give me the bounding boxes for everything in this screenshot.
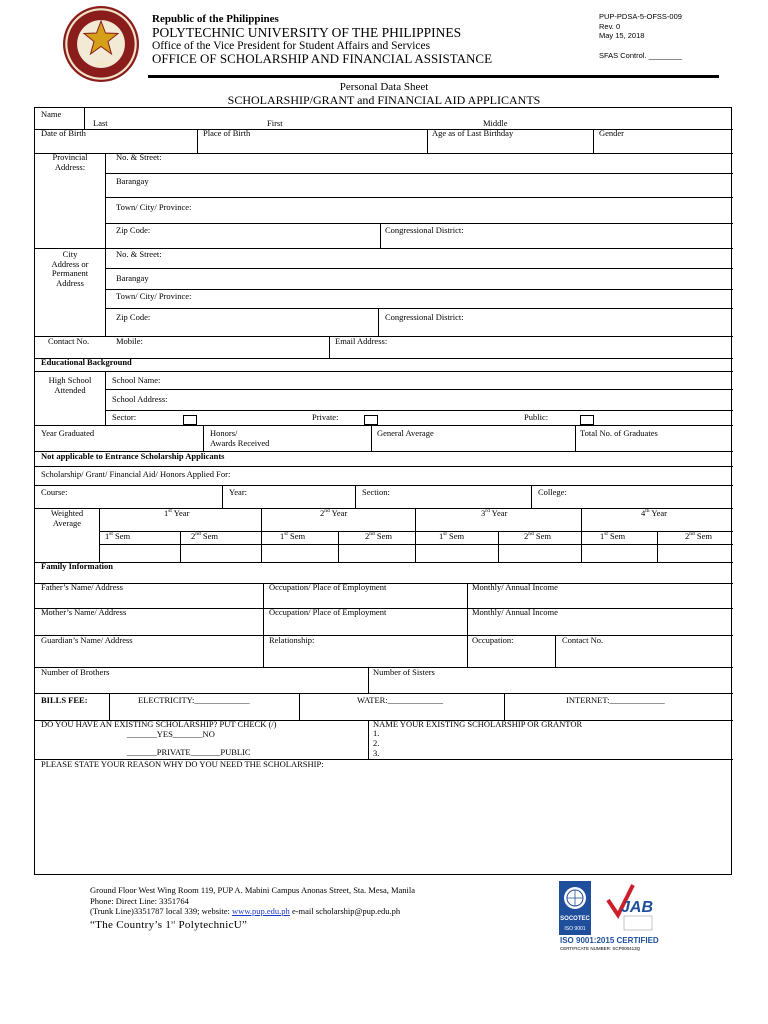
yes-no-field[interactable]: _______YES_______NO (127, 729, 215, 739)
y3-sem2: 2nd Sem (524, 531, 551, 541)
document-info (599, 12, 682, 41)
existing-item-2[interactable]: 2. (373, 738, 380, 748)
office-name: OFFICE OF SCHOLARSHIP AND FINANCIAL ASSISTANCE (152, 51, 493, 66)
brothers-label: Number of Brothers (41, 667, 110, 677)
mother-label: Mother’s Name/ Address (41, 607, 127, 617)
header-divider (148, 75, 719, 78)
university-logo (63, 6, 139, 82)
internet-field[interactable]: INTERNET:_____________ (566, 695, 665, 705)
personal-data-sheet-form (34, 107, 732, 875)
y1-sem2: 2nd Sem (191, 531, 218, 541)
high-school-label: High School Attended (48, 375, 92, 395)
honors-label: Honors/ Awards Received (210, 428, 270, 448)
y2-sem2: 2nd Sem (365, 531, 392, 541)
jab-label: JAB (621, 899, 654, 916)
educational-background-heading: Educational Background (41, 357, 132, 367)
sfas-control-field[interactable]: SFAS Control. ________ (599, 51, 682, 60)
guardian-label: Guardian’s Name/ Address (41, 635, 133, 645)
footer-phone-line: Phone: Direct Line: 3351764 (90, 895, 189, 906)
pob-label: Place of Birth (203, 128, 251, 138)
logo-year: 1904 (94, 62, 108, 68)
father-income-label: Monthly/ Annual Income (472, 582, 558, 592)
prov-street-label: No. & Street: (116, 152, 162, 162)
footer-address (90, 885, 415, 917)
socotec-label: SOCOTEC (560, 916, 590, 922)
electricity-field[interactable]: ELECTRICITY:_____________ (138, 695, 250, 705)
form-title: SCHOLARSHIP/GRANT and FINANCIAL AID APPLICANTS (227, 93, 541, 107)
private-checkbox[interactable] (364, 415, 378, 425)
certificate-number: CERTIFICATE NUMBER: SCP000413Q (560, 946, 641, 951)
iso-certified-label: ISO 9001:2015 CERTIFIED (560, 936, 659, 945)
relationship-label: Relationship: (269, 635, 315, 645)
doc-revision: Rev. 0 (599, 21, 621, 31)
bills-fee-label: BILLS FEE: (41, 695, 88, 705)
y3-sem1: 1st Sem (439, 531, 465, 541)
iso-small-label: ISO 9001 (564, 926, 586, 932)
applied-for-label: Scholarship/ Grant/ Financial Aid/ Honors Applied For: (41, 469, 231, 479)
reason-textarea[interactable] (39, 772, 729, 872)
course-label: Course: (41, 487, 68, 497)
not-applicable-heading: Not applicable to Entrance Scholarship Applicants (41, 451, 225, 461)
school-address-label: School Address: (112, 394, 168, 404)
prov-town-label: Town/ City/ Province: (116, 202, 192, 212)
private-label: Private: (312, 412, 339, 422)
existing-item-1[interactable]: 1. (373, 728, 380, 738)
city-street-label: No. & Street: (116, 249, 162, 259)
doc-code: PUP-PDSA-5-OFSS-009 (599, 12, 682, 21)
website-link[interactable]: www.pup.edu.ph (232, 906, 290, 916)
mother-income-label: Monthly/ Annual Income (472, 607, 558, 617)
general-average-label: General Average (377, 428, 434, 438)
year-2-header: 2nd Year (320, 508, 348, 518)
sisters-label: Number of Sisters (373, 667, 435, 677)
mother-occupation-label: Occupation/ Place of Employment (269, 607, 387, 617)
guardian-contact-label: Contact No. (562, 635, 604, 645)
middle-name-label: Middle (483, 118, 508, 128)
private-public-field[interactable]: _______PRIVATE_______PUBLIC (127, 747, 251, 757)
y1-sem1: 1st Sem (105, 531, 131, 541)
doc-date: May 15, 2018 (599, 31, 645, 40)
footer-address-line: Ground Floor West Wing Room 119, PUP A. Mabini Campus Anonas Street, Sta. Mesa, Manila (90, 885, 416, 895)
city-district-label: Congressional District: (385, 312, 464, 322)
water-field[interactable]: WATER:_____________ (357, 695, 443, 705)
dob-label: Date of Birth (41, 128, 86, 138)
y2-sem1: 1st Sem (280, 531, 306, 541)
last-name-label: Last (93, 118, 108, 128)
existing-scholarship-question: DO YOU HAVE AN EXISTING SCHOLARSHIP? PUT CHECK (/) (41, 719, 277, 729)
year-1-header: 1st Year (164, 508, 190, 518)
mobile-label: Mobile: (116, 336, 143, 346)
sector-checkbox[interactable] (183, 415, 197, 425)
sector-label: Sector: (112, 412, 137, 422)
father-label: Father’s Name/ Address (41, 582, 123, 592)
name-label: Name (41, 109, 62, 119)
form-subtitle: Personal Data Sheet (339, 81, 429, 93)
city-town-label: Town/ City/ Province: (116, 291, 192, 301)
office-vp-label: Office of the Vice President for Student Affairs and Services (152, 40, 431, 52)
republic-label: Republic of the Philippines (152, 13, 279, 25)
contact-label: Contact No. (48, 336, 90, 346)
footer-contact-line: (Trunk Line)3351787 local 339; website: www.pup.edu.ph e-mail scholarship@pup.edu.ph (90, 906, 401, 916)
family-info-heading: Family Information (41, 561, 114, 571)
provincial-label: Provincial Address: (52, 152, 88, 172)
school-name-label: School Name: (112, 375, 161, 385)
father-occupation-label: Occupation/ Place of Employment (269, 582, 387, 592)
city-address-label: City Address or Permanent Address (51, 249, 89, 288)
year-graduated-label: Year Graduated (41, 428, 95, 438)
slogan: “The Country’s 1st PolytechnicU” (90, 919, 248, 931)
city-zip-label: Zip Code: (116, 312, 151, 322)
year-label: Year: (229, 487, 248, 497)
prov-barangay-label: Barangay (116, 176, 149, 186)
y4-sem2: 2nd Sem (685, 531, 712, 541)
public-label: Public: (524, 412, 549, 422)
year-4-header: 4th Year (641, 508, 668, 518)
year-3-header: 3rd Year (481, 508, 508, 518)
gender-label: Gender (599, 128, 625, 138)
weighted-average-label: Weighted Average (50, 508, 84, 528)
jab-logo (608, 885, 653, 930)
city-barangay-label: Barangay (116, 273, 149, 283)
total-graduates-label: Total No. of Graduates (580, 428, 658, 438)
prov-zip-label: Zip Code: (116, 225, 151, 235)
college-label: College: (538, 487, 567, 497)
first-name-label: First (267, 118, 283, 128)
university-name: POLYTECHNIC UNIVERSITY OF THE PHILIPPINES (152, 25, 462, 40)
guardian-occupation-label: Occupation: (472, 635, 514, 645)
existing-item-3[interactable]: 3. (373, 748, 380, 758)
star-icon (83, 20, 119, 56)
section-label: Section: (362, 487, 390, 497)
y4-sem1: 1st Sem (600, 531, 626, 541)
age-label: Age as of Last Birthday (432, 128, 514, 138)
email-label: Email Address: (335, 336, 388, 346)
public-checkbox[interactable] (580, 415, 594, 425)
iso-certification-logo (558, 880, 714, 952)
reason-label: PLEASE STATE YOUR REASON WHY DO YOU NEED THE SCHOLARSHIP: (41, 759, 324, 769)
name-existing-scholarship-label: NAME YOUR EXISTING SCHOLARSHIP OR GRANTOR (373, 719, 583, 729)
prov-district-label: Congressional District: (385, 225, 464, 235)
